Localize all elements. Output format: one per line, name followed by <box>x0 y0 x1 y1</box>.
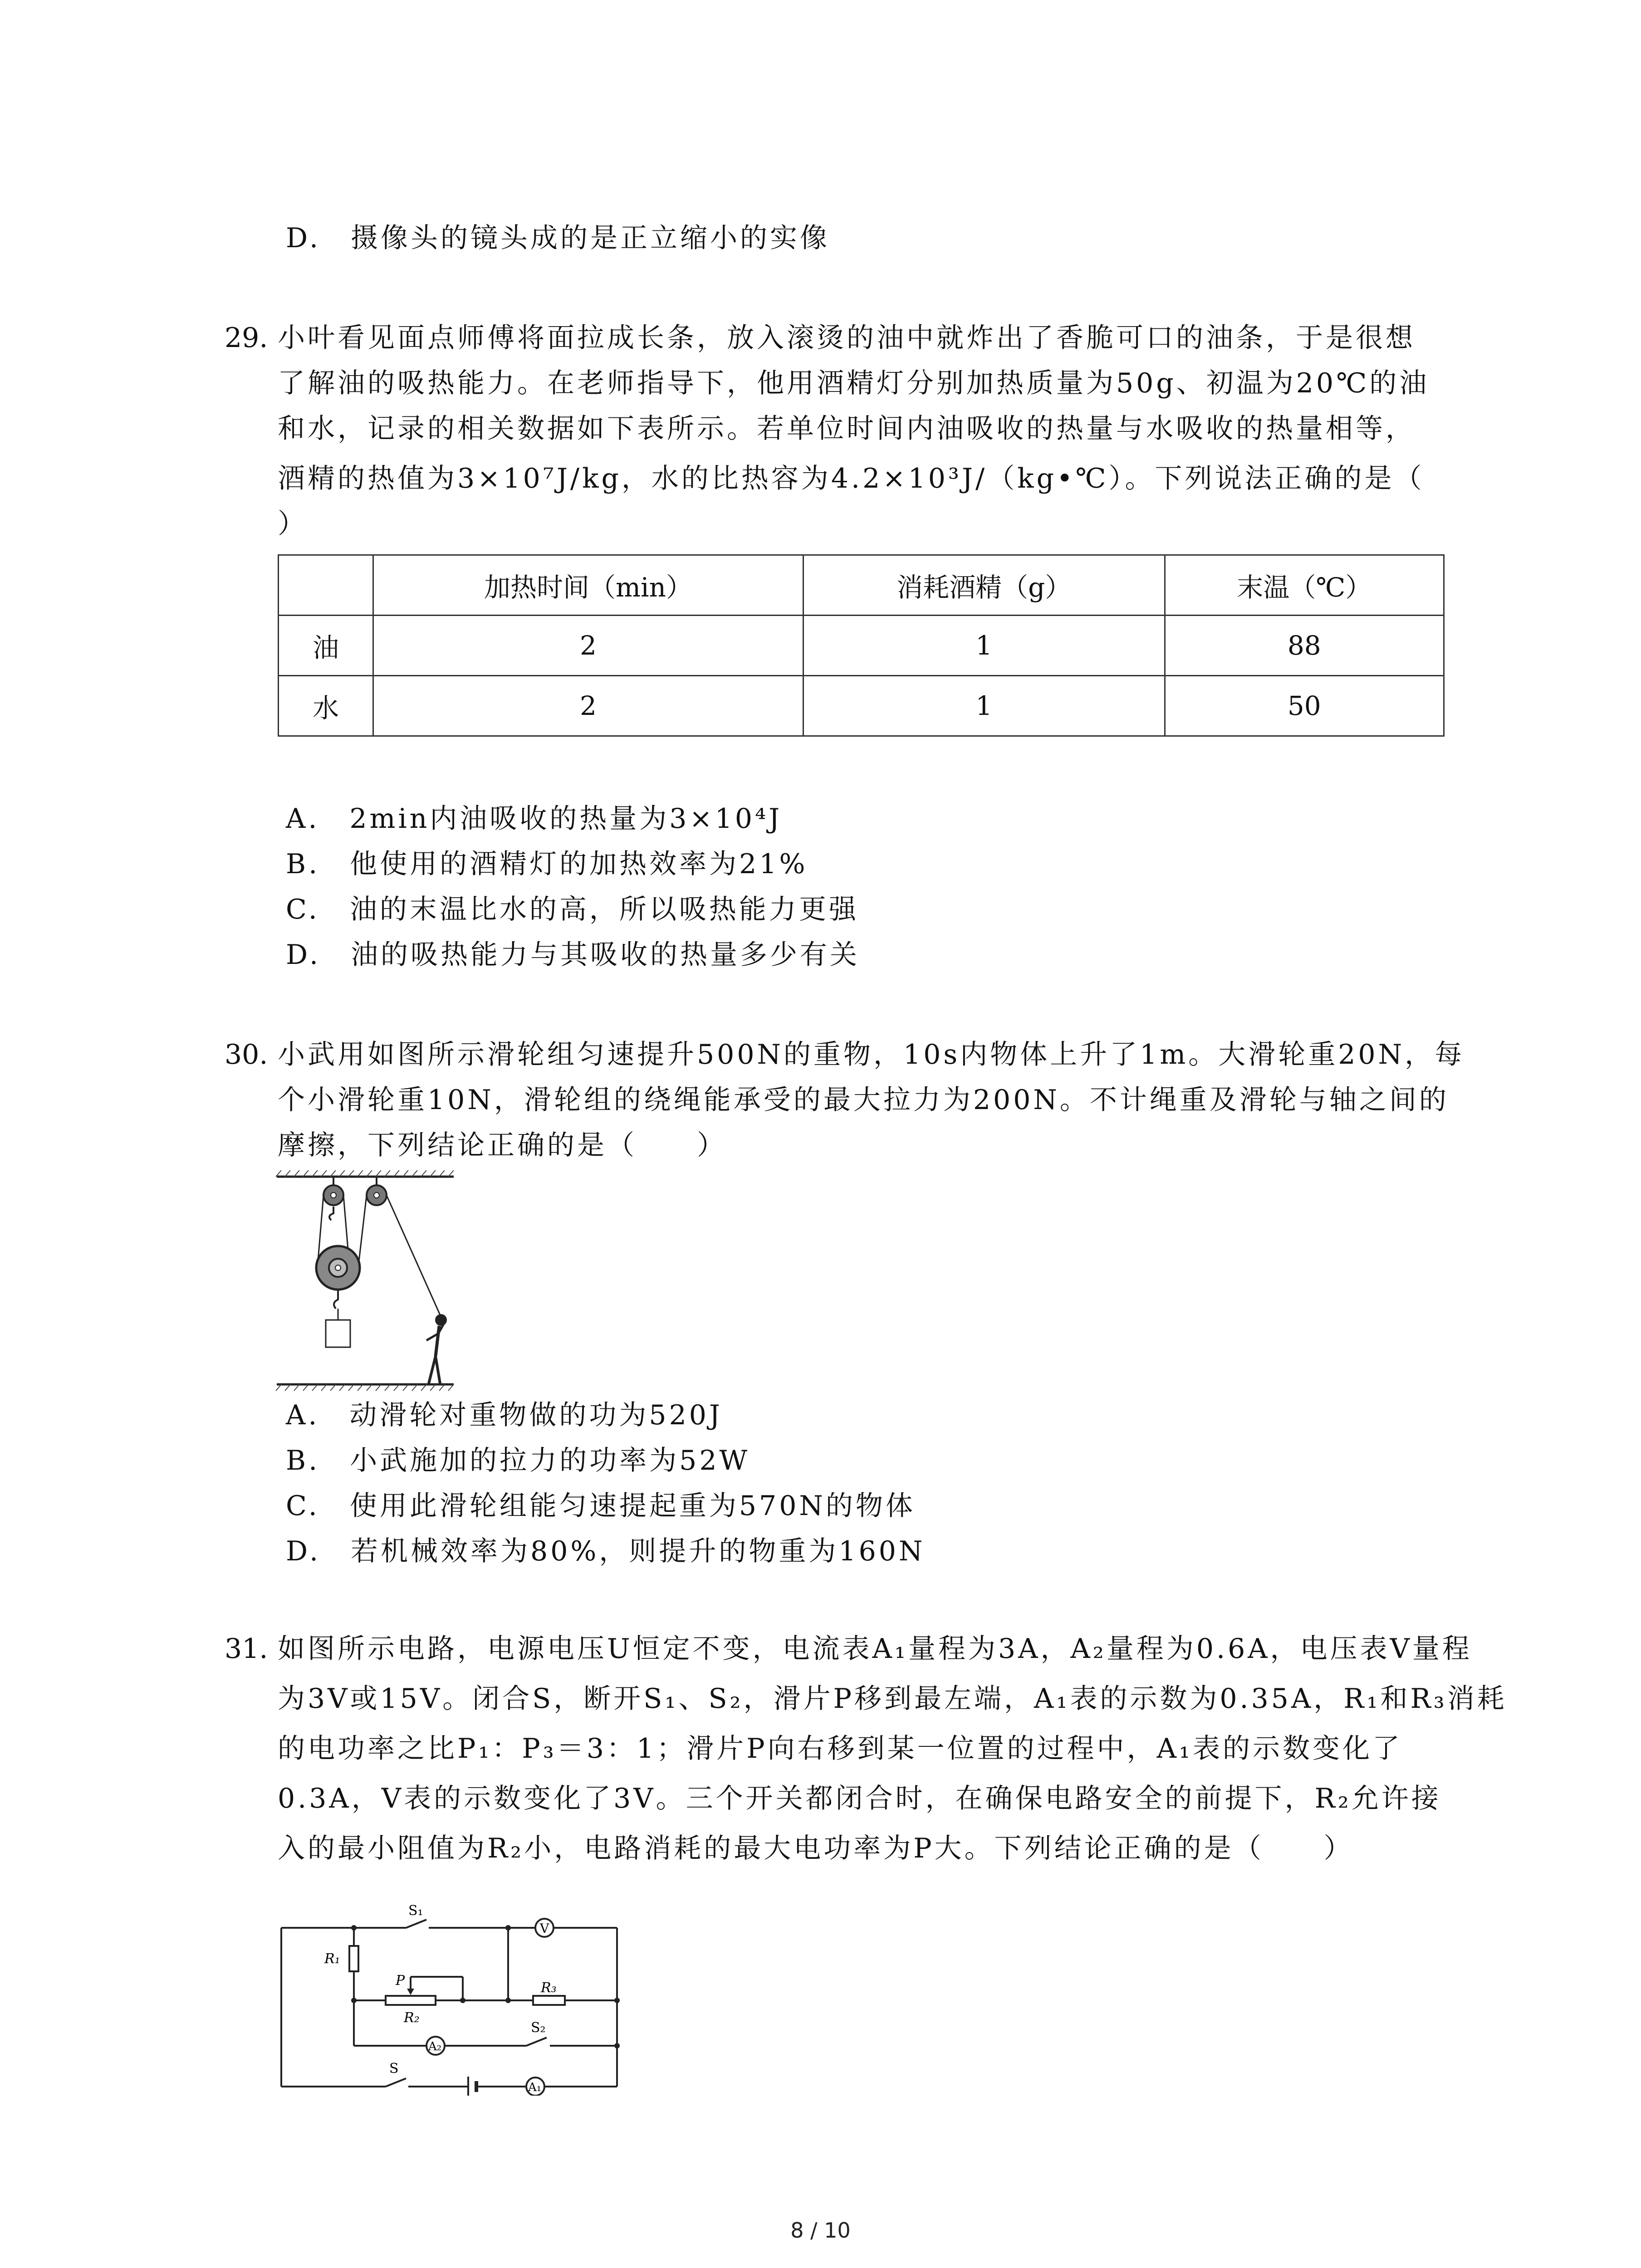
table-row <box>279 676 1444 736</box>
table-cell: 88 <box>1165 616 1444 676</box>
pulley-system-figure <box>272 1170 463 1393</box>
q31-number: 31. <box>225 1633 268 1665</box>
q29-line-2: 了解油的吸热能力。在老师指导下，他用酒精灯分别加热质量为50g、初温为20℃的油 <box>278 367 1430 399</box>
q31-line-5: 入的最小阻值为R₂小，电路消耗的最大电功率为P大。下列结论正确的是（ ） <box>278 1833 1354 1864</box>
q30-line-1: 小武用如图所示滑轮组匀速提升500N的重物，10s内物体上升了1m。大滑轮重20N，每 <box>278 1039 1465 1070</box>
slider-p-label: P <box>396 1973 405 1989</box>
rheostat-r2-label: R₂ <box>404 2010 420 2026</box>
table-header-cell: 加热时间（min） <box>373 555 803 616</box>
q29-option-c: C. 油的末温比水的高，所以吸热能力更强 <box>286 894 859 925</box>
q29-option-a: A. 2min内油吸收的热量为3×10⁴J <box>286 803 783 835</box>
resistor-r3-label: R₃ <box>541 1980 557 1996</box>
q30-number: 30. <box>225 1039 268 1070</box>
q29-line-4: 酒精的热值为3×10⁷J/kg，水的比热容为4.2×10³J/（kg•℃）。下列说法正确的是（ <box>278 463 1425 494</box>
table-cell: 1 <box>803 676 1165 736</box>
switch-s1-label: S₁ <box>408 1903 423 1919</box>
table-cell: 水 <box>279 676 373 736</box>
table-row <box>279 616 1444 676</box>
q30-line-2: 个小滑轮重10N，滑轮组的绕绳能承受的最大拉力为200N。不计绳重及滑轮与轴之间的 <box>278 1084 1449 1116</box>
q30-option-c: C. 使用此滑轮组能匀速提起重为570N的物体 <box>286 1490 916 1522</box>
voltmeter-label: V <box>540 1921 549 1936</box>
table-cell: 50 <box>1165 676 1444 736</box>
q30-option-b: B. 小武施加的拉力的功率为52W <box>286 1445 750 1476</box>
q30-option-d: D. 若机械效率为80%，则提升的物重为160N <box>286 1535 926 1567</box>
table-cell: 2 <box>373 676 803 736</box>
page-number: 8 / 10 <box>790 2218 851 2243</box>
table-header-cell: 消耗酒精（g） <box>803 555 1165 616</box>
q29-line-1: 小叶看见面点师傅将面拉成长条，放入滚烫的油中就炸出了香脆可口的油条，于是很想 <box>278 322 1416 354</box>
switch-s-label: S <box>389 2061 399 2077</box>
table-cell: 油 <box>279 616 373 676</box>
q29-data-table <box>278 554 1445 737</box>
q31-line-3: 的电功率之比P₁：P₃＝3：1；滑片P向右移到某一位置的过程中，A₁表的示数变化了 <box>278 1733 1402 1765</box>
table-cell: 2 <box>373 616 803 676</box>
q31-line-1: 如图所示电路，电源电压U恒定不变，电流表A₁量程为3A，A₂量程为0.6A，电压表V量程 <box>278 1633 1472 1665</box>
q30-option-a: A. 动滑轮对重物做的功为520J <box>286 1399 723 1431</box>
resistor-r1-label: R₁ <box>324 1951 340 1967</box>
q31-line-4: 0.3A，V表的示数变化了3V。三个开关都闭合时，在确保电路安全的前提下，R₂允许接 <box>278 1783 1441 1814</box>
switch-s2-label: S₂ <box>531 2020 546 2036</box>
q29-number: 29. <box>225 322 268 354</box>
table-header-row <box>279 555 1444 616</box>
q29-line-3: 和水，记录的相关数据如下表所示。若单位时间内油吸收的热量与水吸收的热量相等， <box>278 413 1416 445</box>
prev-option-d: D. 摄像头的镜头成的是正立缩小的实像 <box>286 222 830 254</box>
table-header-cell <box>279 555 373 616</box>
q31-line-2: 为3V或15V。闭合S，断开S₁、S₂，滑片P移到最左端，A₁表的示数为0.35A，R₁和R₃消耗 <box>278 1683 1507 1715</box>
ammeter-a2-label: A₂ <box>428 2040 442 2053</box>
table-cell: 1 <box>803 616 1165 676</box>
q29-option-d: D. 油的吸热能力与其吸收的热量多少有关 <box>286 939 860 971</box>
table-header-cell: 末温（℃） <box>1165 555 1444 616</box>
ammeter-a1-label: A₁ <box>528 2081 542 2094</box>
q29-line-5: ） <box>278 508 308 540</box>
q30-line-3: 摩擦，下列结论正确的是（ ） <box>278 1129 727 1161</box>
circuit-diagram-figure <box>272 1896 626 2096</box>
q29-option-b: B. 他使用的酒精灯的加热效率为21% <box>286 848 808 880</box>
